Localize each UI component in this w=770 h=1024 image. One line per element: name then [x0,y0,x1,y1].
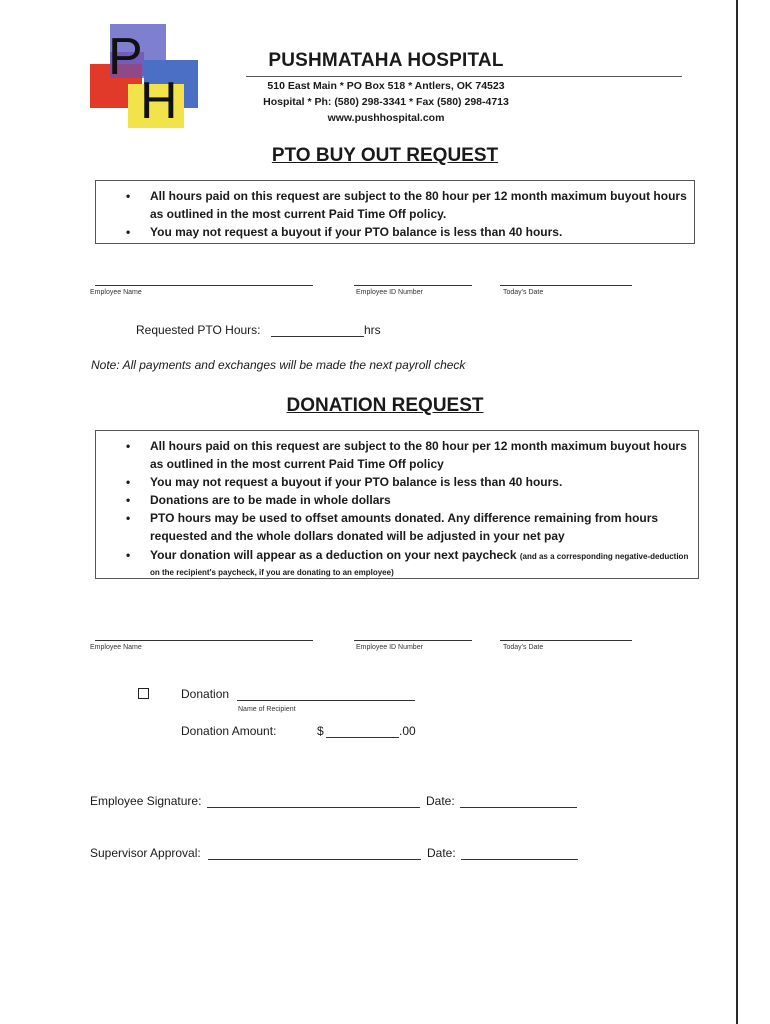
payroll-note: Note: All payments and exchanges will be made the next payroll check [91,358,466,372]
donation-cents: .00 [399,724,416,738]
requested-hours-field[interactable] [271,336,364,337]
requested-hours-label: Requested PTO Hours: [136,323,261,337]
donation-todays-date-caption: Today's Date [503,644,544,651]
donation-bullet: • PTO hours may be used to offset amounts donated. Any difference remaining from hours requested and the whole dollars donated will be adjusted in your net pay [126,511,659,543]
hospital-address: 510 East Main * PO Box 518 * Antlers, OK 74523 [267,80,505,92]
donation-employee-name-field[interactable] [95,640,313,641]
supervisor-approval-date-label: Date: [427,846,456,860]
pto-policy-box [95,180,695,244]
hospital-logo [88,22,200,130]
pto-section-title: PTO BUY OUT REQUEST [271,145,499,166]
header-divider [246,76,682,77]
donation-section-title: DONATION REQUEST [286,395,484,416]
hospital-name: PUSHMATAHA HOSPITAL [268,50,504,71]
svg-text:H: H [140,72,178,130]
pto-todays-date-caption: Today's Date [503,289,544,296]
donation-employee-id-field[interactable] [354,640,472,641]
pto-employee-id-caption: Employee ID Number [356,289,423,296]
donation-label: Donation [181,687,230,701]
pto-employee-name-caption: Employee Name [90,289,142,296]
donation-policy-box [95,430,699,579]
svg-text:P: P [108,28,143,86]
supervisor-approval-label: Supervisor Approval: [90,846,201,860]
pto-bullet: • All hours paid on this request are subject to the 80 hour per 12 month maximum buyout hours as outlined in the most current Paid Time Off policy. [126,189,687,221]
donation-amount-field[interactable] [326,737,399,738]
employee-signature-field[interactable] [207,807,420,808]
requested-hours-unit: hrs [364,323,381,337]
pto-employee-name-field[interactable] [95,285,313,286]
recipient-name-field[interactable] [237,700,415,701]
donation-bullet: • You may not request a buyout if your PTO balance is less than 40 hours. [126,475,563,489]
supervisor-approval-date-field[interactable] [461,859,578,860]
employee-signature-label: Employee Signature: [90,794,202,808]
pto-todays-date-field[interactable] [500,285,632,286]
recipient-name-caption: Name of Recipient [238,706,296,713]
hospital-phone-fax: Hospital * Ph: (580) 298-3341 * Fax (580) 298-4713 [263,96,509,108]
donation-employee-id-caption: Employee ID Number [356,644,423,651]
pto-employee-id-field[interactable] [354,285,472,286]
donation-employee-name-caption: Employee Name [90,644,142,651]
donation-checkbox[interactable] [138,688,149,699]
pto-bullet: • You may not request a buyout if your PTO balance is less than 40 hours. [126,225,563,239]
donation-todays-date-field[interactable] [500,640,632,641]
dollar-sign: $ [317,724,324,738]
donation-bullet: • All hours paid on this request are subject to the 80 hour per 12 month maximum buyout hours as outlined in the most current Paid Time Off policy [126,439,687,471]
employee-signature-date-field[interactable] [460,807,577,808]
donation-amount-label: Donation Amount: [181,724,277,738]
supervisor-approval-field[interactable] [208,859,421,860]
donation-bullet: • Your donation will appear as a deduction on your next paycheck (and as a corresponding negative-deduction on the recipient's paycheck, if you are donating to an employee) [126,548,689,577]
hospital-website: www.pushhospital.com [327,112,445,124]
donation-bullet: • Donations are to be made in whole dollars [126,493,391,507]
employee-signature-date-label: Date: [426,794,455,808]
